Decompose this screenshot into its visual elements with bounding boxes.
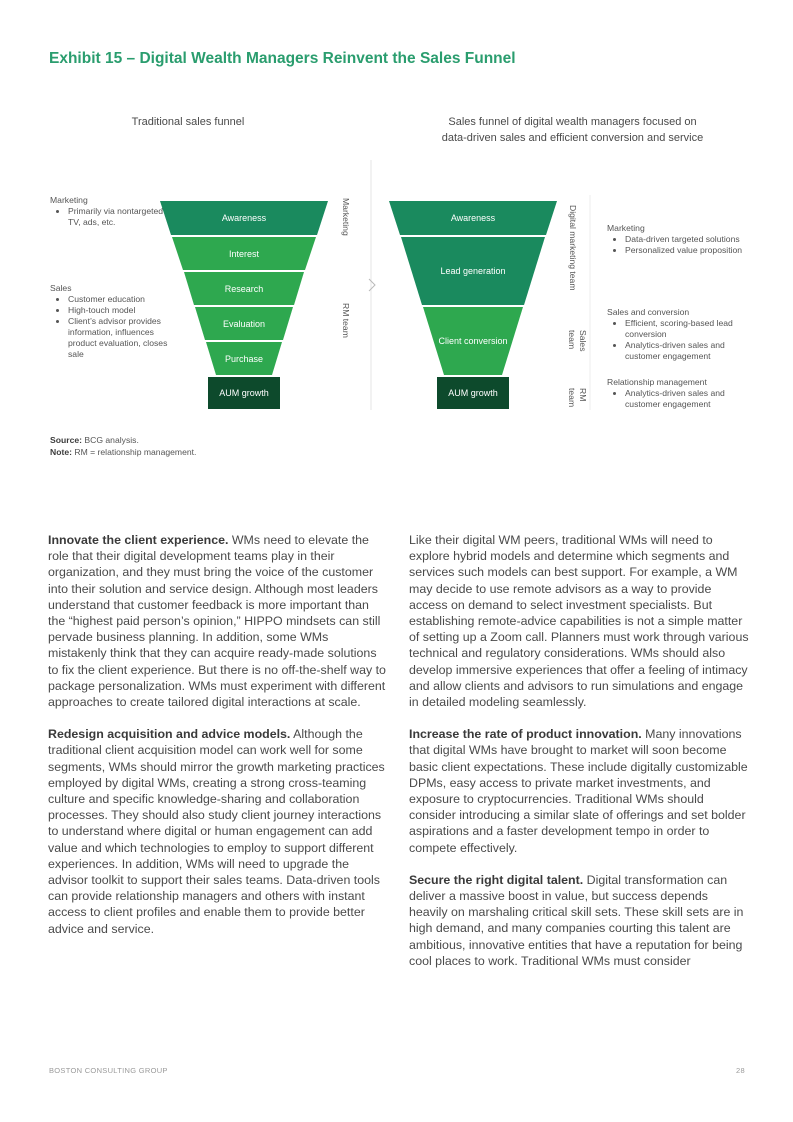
right-team-sales-label: Sales team: [567, 330, 588, 352]
paragraph-text: WMs need to elevate the role that their digital development teams play in their organization, and they must bring the voice of the customer into their solution and service design. Although most leaders understand that customer feedback is more important than the “highest paid person’s opinion,” HIPPO mindsets can still pervade business planning. In addition, some WMs mistakenly think that they can acquire ready-made solutions to fix the client experience. But there is no off-the-shelf way to package personalization. WMs must experiment with different approaches to create tailored digital interactions at scale.: [48, 533, 386, 710]
left-marketing-title: Marketing: [50, 195, 88, 205]
right-label-lead-generation: Lead generation: [440, 266, 506, 276]
body-paragraph: [409, 726, 749, 856]
left-label-aum: AUM growth: [219, 388, 269, 398]
left-label-awareness: Awareness: [221, 213, 267, 223]
right-label-aum: AUM growth: [448, 388, 498, 398]
note-text: RM = relationship management.: [74, 447, 197, 457]
body-paragraph: [409, 872, 749, 969]
body-left-column: [48, 532, 386, 953]
left-sales-item: • Client’s advisor provides information, influences product evaluation, closes sale: [68, 316, 175, 360]
right-label-client-conversion: Client conversion: [438, 336, 508, 346]
left-funnel-heading: Traditional sales funnel: [131, 116, 245, 128]
left-label-interest: Interest: [228, 249, 260, 259]
right-team-rm-label: RM team: [567, 388, 588, 408]
right-rm-item: • Analytics-driven sales and customer engagement: [625, 388, 747, 410]
left-team-rm-label: RM team: [341, 303, 351, 338]
paragraph-text: Many innovations that digital WMs have brought to market will soon become basic client expectations. These include digitally customizable DPMs, easy access to private market investments, and exposure to cryptocurrencies. Traditional WMs should consider introducing a similar slate of offerings and set bolder aspirations and a faster development tempo in order to compete effectively.: [409, 727, 748, 855]
body-paragraph: [48, 532, 386, 710]
right-rm-title: Relationship management: [607, 377, 707, 387]
right-team-digital-label: Digital marketing team: [568, 205, 578, 291]
exhibit-source: [50, 434, 196, 458]
right-marketing-item: • Personalized value proposition: [625, 245, 747, 256]
right-sales-item: • Efficient, scoring-based lead conversion: [625, 318, 747, 340]
right-heading-line-2: data-driven sales and efficient conversion and service: [441, 132, 704, 144]
left-label-evaluation: Evaluation: [222, 319, 266, 329]
left-sales-item: • Customer education: [68, 294, 175, 305]
source-line: [50, 434, 196, 446]
paragraph-lead: Secure the right digital talent.: [409, 872, 584, 887]
right-label-awareness: Awareness: [450, 213, 496, 223]
right-sales-list: [607, 318, 747, 362]
right-marketing-list: [607, 234, 747, 256]
right-sales-notes: [607, 307, 747, 362]
right-heading-line-1: Sales funnel of digital wealth managers focused on: [448, 116, 697, 128]
footer-publisher: BOSTON CONSULTING GROUP: [49, 1066, 168, 1075]
right-rm-notes: [607, 377, 747, 410]
note-label: Note:: [50, 447, 72, 457]
paragraph-text: Digital transformation can deliver a massive boost in value, but success depends heavily on marshaling critical skill sets. These skill sets are in high demand, and many companies courting this talent are ambitious, innovative entities that have a reputation for being cool places to work. Traditional WMs must consider: [409, 872, 744, 968]
right-marketing-notes: [607, 223, 747, 256]
source-text: BCG analysis.: [84, 435, 139, 445]
paragraph-lead: Increase the rate of product innovation.: [409, 727, 642, 742]
right-marketing-title: Marketing: [607, 223, 645, 233]
left-sales-item: • High-touch model: [68, 305, 175, 316]
right-rm-list: [607, 388, 747, 410]
left-sales-title: Sales: [50, 283, 72, 293]
footer-page-number: 28: [736, 1066, 745, 1075]
right-sales-item: • Analytics-driven sales and customer engagement: [625, 340, 747, 362]
right-marketing-item: • Data-driven targeted solutions: [625, 234, 747, 245]
paragraph-lead: Redesign acquisition and advice models.: [48, 727, 291, 742]
paragraph-text: Although the traditional client acquisition model can work well for some segments, WMs should mirror the growth marketing practices employed by digital WMs, creating a strong cross-teaming culture and specific knowledge-sharing and collaboration processes. They should also study client journey interactions to understand where digital or human engagement can add value and which technologies to employ to support different experiences. In addition, WMs will need to upgrade the advisor toolkit to support their sales teams. Data-driven tools can provide relationship managers and others with instant access to client profiles and enable them to provide better advice and service.: [48, 727, 385, 936]
source-label: Source:: [50, 435, 82, 445]
body-paragraph: [409, 532, 749, 710]
paragraph-lead: Innovate the client experience.: [48, 533, 229, 547]
body-paragraph: [48, 726, 386, 937]
paragraph-text: Like their digital WM peers, traditional WMs will need to explore hybrid models and determine which segments and services such models can best support. For example, a WM may decide to use remote advisors as a way to provide access on demand to select investment specialists. But establishing remote-advice capabilities is not a simple matter of setting up a Zoom call. Planners must work through various technical and regulatory considerations. WMs should also develop immersive experiences that offer a feeling of intimacy and allow clients and advisors to run simulations and engage in detailed modeling seamlessly.: [409, 533, 749, 710]
left-team-marketing-label: Marketing: [341, 198, 351, 236]
left-label-purchase: Purchase: [224, 354, 264, 364]
chevron-right-icon: [369, 279, 375, 291]
body-right-column: [409, 532, 749, 985]
left-marketing-item: • Primarily via nontargeted TV, ads, etc.: [68, 206, 175, 228]
note-line: [50, 446, 196, 458]
exhibit-title: Exhibit 15 – Digital Wealth Managers Reinvent the Sales Funnel: [49, 50, 516, 67]
left-label-research: Research: [224, 284, 264, 294]
right-sales-title: Sales and conversion: [607, 307, 690, 317]
